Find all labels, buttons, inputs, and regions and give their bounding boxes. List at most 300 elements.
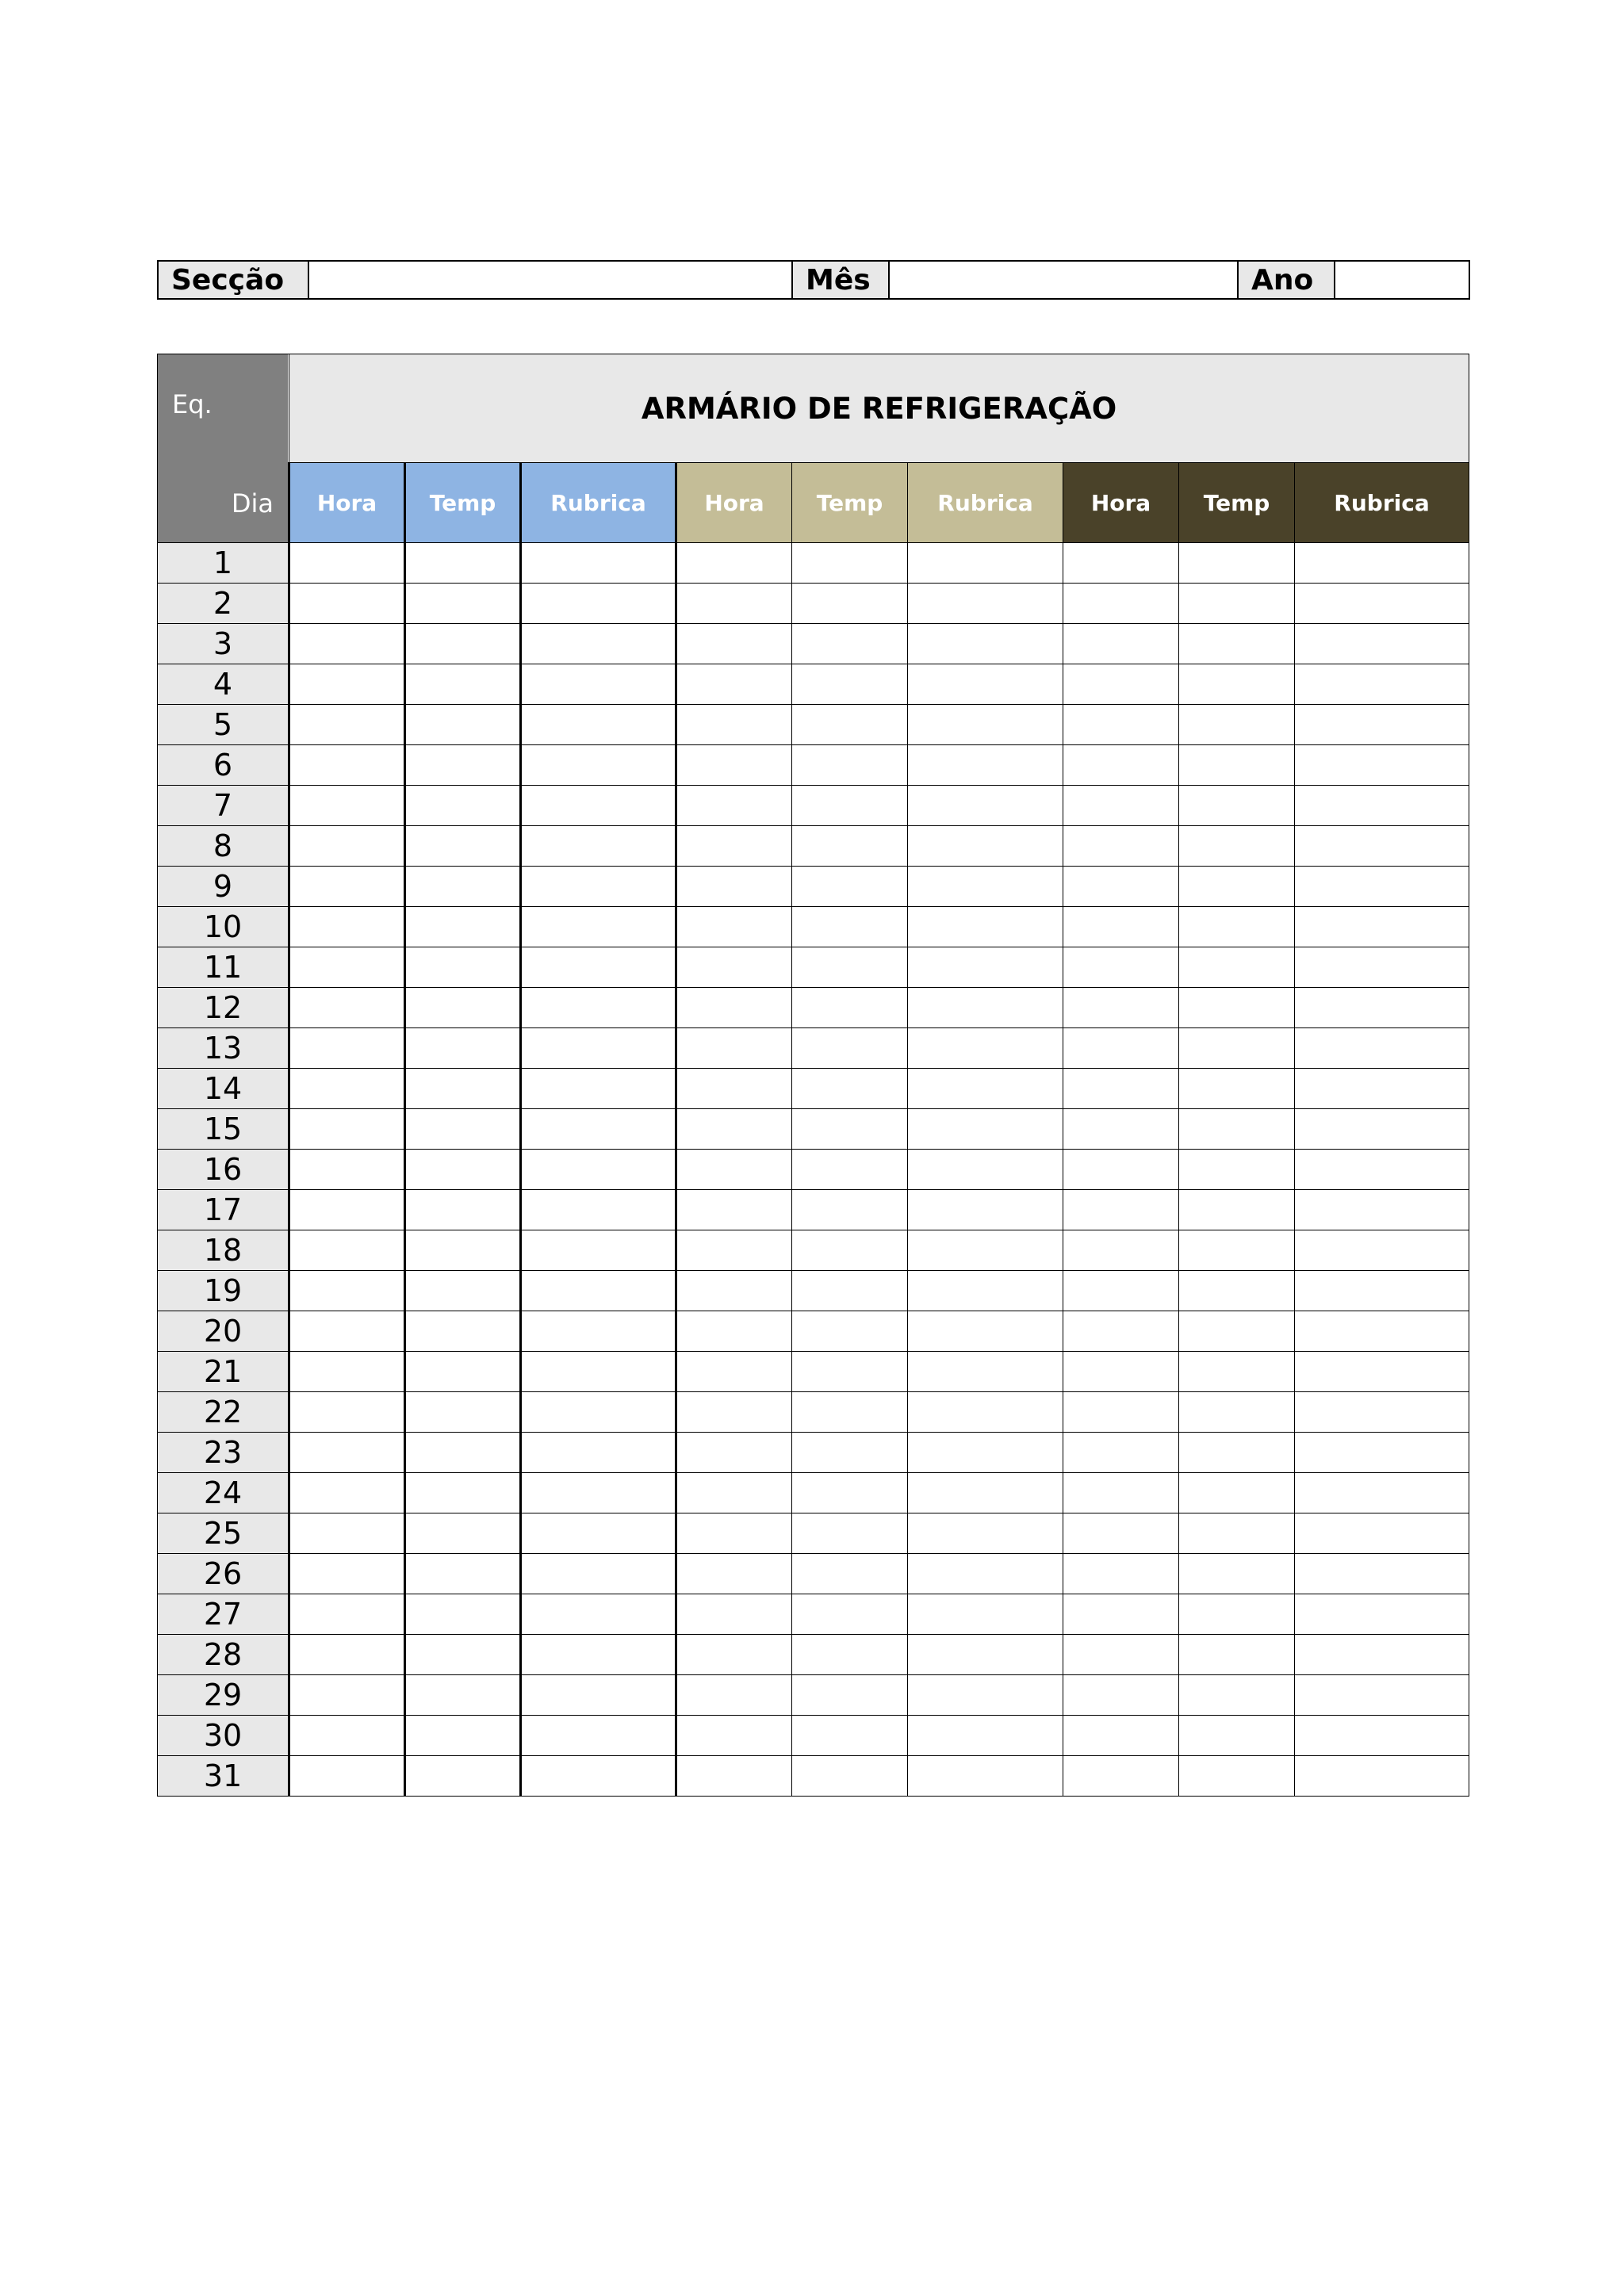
table-row [158, 1271, 1469, 1311]
entry-cell[interactable] [1295, 1513, 1469, 1554]
entry-cell[interactable] [908, 664, 1063, 705]
entry-cell[interactable] [676, 1028, 792, 1069]
entry-cell[interactable] [289, 1311, 405, 1352]
entry-cell[interactable] [1179, 1513, 1295, 1554]
entry-cell[interactable] [792, 1716, 908, 1756]
entry-cell[interactable] [521, 988, 676, 1028]
entry-cell[interactable] [289, 907, 405, 947]
entry-cell[interactable] [1179, 1675, 1295, 1716]
entry-cell[interactable] [1295, 1150, 1469, 1190]
entry-cell[interactable] [1063, 624, 1179, 664]
entry-cell[interactable] [1295, 1109, 1469, 1150]
entry-cell[interactable] [1295, 1594, 1469, 1635]
entry-cell[interactable] [1063, 543, 1179, 584]
entry-cell[interactable] [1179, 1069, 1295, 1109]
entry-cell[interactable] [792, 1109, 908, 1150]
entry-cell[interactable] [792, 664, 908, 705]
entry-cell[interactable] [792, 1513, 908, 1554]
entry-cell[interactable] [1179, 1635, 1295, 1675]
entry-cell[interactable] [908, 543, 1063, 584]
entry-cell[interactable] [676, 1554, 792, 1594]
entry-cell[interactable] [676, 1716, 792, 1756]
entry-cell[interactable] [676, 543, 792, 584]
entry-cell[interactable] [289, 1473, 405, 1513]
entry-cell[interactable] [792, 907, 908, 947]
entry-cell[interactable] [521, 1311, 676, 1352]
entry-cell[interactable] [1295, 1756, 1469, 1797]
entry-cell[interactable] [792, 1433, 908, 1473]
entry-cell[interactable] [289, 624, 405, 664]
entry-cell[interactable] [908, 947, 1063, 988]
entry-cell[interactable] [1063, 1271, 1179, 1311]
entry-cell[interactable] [676, 1594, 792, 1635]
entry-cell[interactable] [289, 1028, 405, 1069]
entry-cell[interactable] [521, 947, 676, 988]
entry-cell[interactable] [1295, 624, 1469, 664]
entry-cell[interactable] [405, 1190, 521, 1230]
entry-cell[interactable] [1063, 826, 1179, 867]
entry-cell[interactable] [521, 664, 676, 705]
entry-cell[interactable] [289, 1271, 405, 1311]
entry-cell[interactable] [792, 705, 908, 745]
entry-cell[interactable] [792, 1069, 908, 1109]
entry-cell[interactable] [1063, 1352, 1179, 1392]
entry-cell[interactable] [1063, 1311, 1179, 1352]
entry-cell[interactable] [1063, 1190, 1179, 1230]
entry-cell[interactable] [289, 947, 405, 988]
entry-cell[interactable] [676, 1109, 792, 1150]
entry-cell[interactable] [792, 1473, 908, 1513]
entry-cell[interactable] [405, 1150, 521, 1190]
entry-cell[interactable] [1179, 786, 1295, 826]
entry-cell[interactable] [521, 1109, 676, 1150]
entry-cell[interactable] [1179, 1352, 1295, 1392]
entry-cell[interactable] [1179, 745, 1295, 786]
entry-cell[interactable] [1179, 1230, 1295, 1271]
entry-cell[interactable] [1179, 867, 1295, 907]
entry-cell[interactable] [792, 1352, 908, 1392]
entry-cell[interactable] [676, 1311, 792, 1352]
entry-cell[interactable] [1295, 907, 1469, 947]
entry-cell[interactable] [1063, 907, 1179, 947]
entry-cell[interactable] [521, 867, 676, 907]
entry-cell[interactable] [289, 988, 405, 1028]
entry-cell[interactable] [792, 1271, 908, 1311]
entry-cell[interactable] [405, 1433, 521, 1473]
entry-cell[interactable] [405, 1473, 521, 1513]
entry-cell[interactable] [1295, 543, 1469, 584]
day-number: 15 [158, 1109, 289, 1150]
entry-cell[interactable] [1063, 1513, 1179, 1554]
ano-field[interactable] [1335, 261, 1469, 299]
entry-cell[interactable] [1063, 584, 1179, 624]
entry-cell[interactable] [521, 1271, 676, 1311]
entry-cell[interactable] [1063, 1392, 1179, 1433]
table-row [158, 1716, 1469, 1756]
entry-cell[interactable] [908, 1473, 1063, 1513]
entry-cell[interactable] [908, 584, 1063, 624]
entry-cell[interactable] [1063, 1433, 1179, 1473]
entry-cell[interactable] [908, 826, 1063, 867]
entry-cell[interactable] [908, 1594, 1063, 1635]
entry-cell[interactable] [289, 867, 405, 907]
entry-cell[interactable] [1295, 1190, 1469, 1230]
entry-cell[interactable] [908, 624, 1063, 664]
entry-cell[interactable] [521, 745, 676, 786]
entry-cell[interactable] [289, 1109, 405, 1150]
entry-cell[interactable] [792, 543, 908, 584]
entry-cell[interactable] [676, 1352, 792, 1392]
entry-cell[interactable] [676, 907, 792, 947]
entry-cell[interactable] [521, 1392, 676, 1433]
entry-cell[interactable] [521, 1190, 676, 1230]
entry-cell[interactable] [792, 826, 908, 867]
entry-cell[interactable] [1295, 867, 1469, 907]
entry-cell[interactable] [1295, 1392, 1469, 1433]
entry-cell[interactable] [908, 1675, 1063, 1716]
day-number: 16 [158, 1150, 289, 1190]
entry-cell[interactable] [792, 1230, 908, 1271]
entry-cell[interactable] [908, 1069, 1063, 1109]
entry-cell[interactable] [521, 1635, 676, 1675]
entry-cell[interactable] [1179, 1028, 1295, 1069]
entry-cell[interactable] [908, 1392, 1063, 1433]
entry-cell[interactable] [1063, 745, 1179, 786]
entry-cell[interactable] [1295, 705, 1469, 745]
entry-cell[interactable] [405, 745, 521, 786]
entry-cell[interactable] [908, 1433, 1063, 1473]
entry-cell[interactable] [405, 1230, 521, 1271]
entry-cell[interactable] [792, 1554, 908, 1594]
entry-cell[interactable] [792, 1392, 908, 1433]
entry-cell[interactable] [1295, 1311, 1469, 1352]
entry-cell[interactable] [289, 1554, 405, 1594]
entry-cell[interactable] [1063, 1716, 1179, 1756]
table-row [158, 1352, 1469, 1392]
entry-cell[interactable] [289, 705, 405, 745]
entry-cell[interactable] [521, 624, 676, 664]
entry-cell[interactable] [1295, 826, 1469, 867]
entry-cell[interactable] [521, 1675, 676, 1716]
entry-cell[interactable] [1295, 1473, 1469, 1513]
entry-cell[interactable] [521, 1230, 676, 1271]
entry-cell[interactable] [521, 543, 676, 584]
entry-cell[interactable] [676, 664, 792, 705]
entry-cell[interactable] [405, 1392, 521, 1433]
entry-cell[interactable] [676, 1513, 792, 1554]
table-row [158, 1150, 1469, 1190]
entry-cell[interactable] [521, 1594, 676, 1635]
entry-cell[interactable] [405, 1069, 521, 1109]
seccao-field[interactable] [308, 261, 792, 299]
entry-cell[interactable] [1063, 1150, 1179, 1190]
entry-cell[interactable] [1179, 1473, 1295, 1513]
entry-cell[interactable] [676, 745, 792, 786]
entry-cell[interactable] [405, 1756, 521, 1797]
entry-cell[interactable] [405, 947, 521, 988]
table-row [158, 947, 1469, 988]
entry-cell[interactable] [908, 1109, 1063, 1150]
entry-cell[interactable] [1295, 664, 1469, 705]
entry-cell[interactable] [405, 1271, 521, 1311]
day-number: 7 [158, 786, 289, 826]
entry-cell[interactable] [908, 1756, 1063, 1797]
entry-cell[interactable] [1179, 1433, 1295, 1473]
entry-cell[interactable] [405, 826, 521, 867]
entry-cell[interactable] [1063, 1230, 1179, 1271]
entry-cell[interactable] [1063, 1635, 1179, 1675]
entry-cell[interactable] [1295, 745, 1469, 786]
entry-cell[interactable] [908, 1190, 1063, 1230]
entry-cell[interactable] [289, 786, 405, 826]
entry-cell[interactable] [1295, 1433, 1469, 1473]
entry-cell[interactable] [676, 867, 792, 907]
entry-cell[interactable] [1063, 1675, 1179, 1716]
entry-cell[interactable] [405, 786, 521, 826]
entry-cell[interactable] [1063, 1756, 1179, 1797]
entry-cell[interactable] [676, 988, 792, 1028]
entry-cell[interactable] [676, 1069, 792, 1109]
entry-cell[interactable] [676, 1756, 792, 1797]
entry-cell[interactable] [521, 786, 676, 826]
entry-cell[interactable] [1063, 1109, 1179, 1150]
entry-cell[interactable] [1179, 1594, 1295, 1635]
entry-cell[interactable] [676, 1271, 792, 1311]
entry-cell[interactable] [1063, 705, 1179, 745]
entry-cell[interactable] [792, 1190, 908, 1230]
entry-cell[interactable] [289, 1675, 405, 1716]
column-header-row [158, 463, 1469, 543]
entry-cell[interactable] [676, 1190, 792, 1230]
entry-cell[interactable] [908, 1271, 1063, 1311]
entry-cell[interactable] [405, 1594, 521, 1635]
entry-cell[interactable] [289, 1069, 405, 1109]
entry-cell[interactable] [1295, 584, 1469, 624]
entry-cell[interactable] [289, 1756, 405, 1797]
entry-cell[interactable] [521, 907, 676, 947]
entry-cell[interactable] [289, 1230, 405, 1271]
dia-label: Dia [231, 488, 274, 519]
day-number: 25 [158, 1513, 289, 1554]
entry-cell[interactable] [676, 1635, 792, 1675]
entry-cell[interactable] [1179, 664, 1295, 705]
entry-cell[interactable] [1295, 1271, 1469, 1311]
entry-cell[interactable] [405, 1352, 521, 1392]
entry-cell[interactable] [1179, 1554, 1295, 1594]
entry-cell[interactable] [792, 1675, 908, 1716]
entry-cell[interactable] [1063, 988, 1179, 1028]
entry-cell[interactable] [289, 1352, 405, 1392]
entry-cell[interactable] [1179, 1716, 1295, 1756]
entry-cell[interactable] [676, 786, 792, 826]
entry-cell[interactable] [1179, 826, 1295, 867]
entry-cell[interactable] [1295, 1028, 1469, 1069]
entry-cell[interactable] [908, 705, 1063, 745]
entry-cell[interactable] [1295, 1554, 1469, 1594]
entry-cell[interactable] [1295, 786, 1469, 826]
entry-cell[interactable] [1179, 907, 1295, 947]
entry-cell[interactable] [676, 1473, 792, 1513]
entry-cell[interactable] [405, 867, 521, 907]
entry-cell[interactable] [1063, 1473, 1179, 1513]
entry-cell[interactable] [1295, 1352, 1469, 1392]
entry-cell[interactable] [1179, 988, 1295, 1028]
entry-cell[interactable] [289, 826, 405, 867]
entry-cell[interactable] [405, 907, 521, 947]
entry-cell[interactable] [1295, 1675, 1469, 1716]
entry-cell[interactable] [792, 867, 908, 907]
entry-cell[interactable] [792, 1150, 908, 1190]
entry-cell[interactable] [908, 1230, 1063, 1271]
table-row [158, 584, 1469, 624]
day-number: 8 [158, 826, 289, 867]
entry-cell[interactable] [908, 1352, 1063, 1392]
entry-cell[interactable] [405, 1675, 521, 1716]
entry-cell[interactable] [1295, 1635, 1469, 1675]
entry-cell[interactable] [676, 705, 792, 745]
entry-cell[interactable] [676, 947, 792, 988]
entry-cell[interactable] [908, 1554, 1063, 1594]
entry-cell[interactable] [792, 624, 908, 664]
entry-cell[interactable] [289, 1513, 405, 1554]
entry-cell[interactable] [1295, 947, 1469, 988]
entry-cell[interactable] [1063, 947, 1179, 988]
entry-cell[interactable] [289, 1594, 405, 1635]
entry-cell[interactable] [908, 907, 1063, 947]
entry-cell[interactable] [521, 826, 676, 867]
entry-cell[interactable] [1063, 1594, 1179, 1635]
entry-cell[interactable] [792, 1635, 908, 1675]
entry-cell[interactable] [521, 1150, 676, 1190]
entry-cell[interactable] [405, 664, 521, 705]
entry-cell[interactable] [289, 1150, 405, 1190]
day-number: 14 [158, 1069, 289, 1109]
entry-cell[interactable] [676, 1150, 792, 1190]
entry-cell[interactable] [792, 786, 908, 826]
entry-cell[interactable] [676, 1433, 792, 1473]
entry-cell[interactable] [792, 1756, 908, 1797]
entry-cell[interactable] [405, 1028, 521, 1069]
entry-cell[interactable] [289, 745, 405, 786]
mes-field[interactable] [889, 261, 1238, 299]
entry-cell[interactable] [908, 745, 1063, 786]
entry-cell[interactable] [1179, 1109, 1295, 1150]
entry-cell[interactable] [405, 1554, 521, 1594]
entry-cell[interactable] [792, 947, 908, 988]
entry-cell[interactable] [908, 1028, 1063, 1069]
entry-cell[interactable] [1179, 584, 1295, 624]
entry-cell[interactable] [1063, 786, 1179, 826]
entry-cell[interactable] [1179, 1392, 1295, 1433]
entry-cell[interactable] [405, 1635, 521, 1675]
entry-cell[interactable] [521, 1513, 676, 1554]
entry-cell[interactable] [1063, 867, 1179, 907]
entry-cell[interactable] [908, 1311, 1063, 1352]
entry-cell[interactable] [405, 624, 521, 664]
entry-cell[interactable] [908, 1635, 1063, 1675]
table-row [158, 745, 1469, 786]
entry-cell[interactable] [521, 1069, 676, 1109]
entry-cell[interactable] [1295, 1716, 1469, 1756]
entry-cell[interactable] [1063, 1069, 1179, 1109]
entry-cell[interactable] [521, 1554, 676, 1594]
entry-cell[interactable] [1179, 705, 1295, 745]
entry-cell[interactable] [676, 826, 792, 867]
entry-cell[interactable] [792, 745, 908, 786]
entry-cell[interactable] [405, 988, 521, 1028]
entry-cell[interactable] [405, 1716, 521, 1756]
entry-cell[interactable] [289, 1716, 405, 1756]
entry-cell[interactable] [405, 1109, 521, 1150]
entry-cell[interactable] [289, 543, 405, 584]
entry-cell[interactable] [1063, 1028, 1179, 1069]
entry-cell[interactable] [521, 1028, 676, 1069]
entry-cell[interactable] [676, 1230, 792, 1271]
entry-cell[interactable] [405, 584, 521, 624]
entry-cell[interactable] [908, 1513, 1063, 1554]
entry-cell[interactable] [1179, 624, 1295, 664]
entry-cell[interactable] [908, 1716, 1063, 1756]
entry-cell[interactable] [792, 1028, 908, 1069]
entry-cell[interactable] [521, 705, 676, 745]
entry-cell[interactable] [792, 584, 908, 624]
entry-cell[interactable] [405, 543, 521, 584]
entry-cell[interactable] [289, 664, 405, 705]
entry-cell[interactable] [1179, 1190, 1295, 1230]
entry-cell[interactable] [1179, 1271, 1295, 1311]
entry-cell[interactable] [521, 1473, 676, 1513]
entry-cell[interactable] [1063, 664, 1179, 705]
entry-cell[interactable] [908, 867, 1063, 907]
entry-cell[interactable] [792, 1311, 908, 1352]
entry-cell[interactable] [521, 1352, 676, 1392]
entry-cell[interactable] [1295, 1069, 1469, 1109]
entry-cell[interactable] [676, 1675, 792, 1716]
entry-cell[interactable] [289, 584, 405, 624]
entry-cell[interactable] [289, 1392, 405, 1433]
entry-cell[interactable] [521, 1433, 676, 1473]
entry-cell[interactable] [792, 988, 908, 1028]
entry-cell[interactable] [1063, 1554, 1179, 1594]
entry-cell[interactable] [405, 1513, 521, 1554]
entry-cell[interactable] [521, 584, 676, 624]
entry-cell[interactable] [289, 1190, 405, 1230]
entry-cell[interactable] [289, 1635, 405, 1675]
entry-cell[interactable] [1179, 947, 1295, 988]
entry-cell[interactable] [1179, 1311, 1295, 1352]
entry-cell[interactable] [1295, 988, 1469, 1028]
entry-cell[interactable] [908, 988, 1063, 1028]
entry-cell[interactable] [676, 1392, 792, 1433]
entry-cell[interactable] [908, 1150, 1063, 1190]
table-row [158, 1473, 1469, 1513]
entry-cell[interactable] [1295, 1230, 1469, 1271]
entry-cell[interactable] [289, 1433, 405, 1473]
table-row [158, 543, 1469, 584]
entry-cell[interactable] [676, 624, 792, 664]
entry-cell[interactable] [521, 1756, 676, 1797]
entry-cell[interactable] [792, 1594, 908, 1635]
day-number: 1 [158, 543, 289, 584]
entry-cell[interactable] [405, 1311, 521, 1352]
entry-cell[interactable] [1179, 1150, 1295, 1190]
entry-cell[interactable] [676, 584, 792, 624]
entry-cell[interactable] [908, 786, 1063, 826]
entry-cell[interactable] [405, 705, 521, 745]
entry-cell[interactable] [521, 1716, 676, 1756]
entry-cell[interactable] [1179, 543, 1295, 584]
entry-cell[interactable] [1179, 1756, 1295, 1797]
